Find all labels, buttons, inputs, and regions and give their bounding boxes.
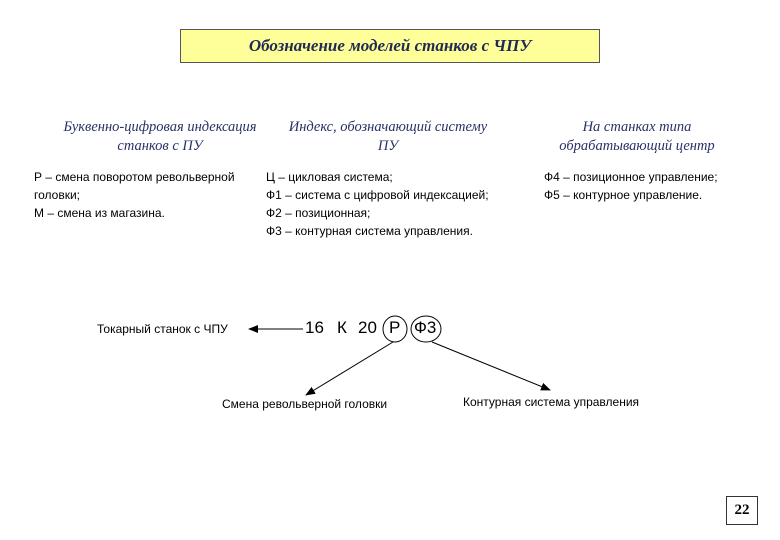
column-2-line: Ц – цикловая система;	[266, 170, 393, 184]
page-number: 22	[726, 496, 758, 525]
code-part-turret: Р	[389, 318, 401, 337]
column-2-line: Ф1 – система с цифровой индексацией;	[266, 188, 489, 202]
slide-title: Обозначение моделей станков с ЧПУ	[180, 29, 600, 63]
column-2-line: Ф3 – контурная система управления.	[266, 224, 473, 238]
column-3-line: Ф4 – позиционное управление;	[544, 170, 718, 184]
column-1-heading-line-1: Буквенно-цифровая индексация	[63, 119, 257, 135]
column-1-heading-line-2: станков с ПУ	[117, 138, 203, 154]
code-part-size: 20	[358, 318, 377, 337]
code-part-type: К	[337, 318, 347, 337]
column-2-heading-line-1: Индекс, обозначающий систему	[288, 119, 488, 135]
column-3-heading-line-2: обрабатывающий центр	[559, 138, 715, 154]
column-3-heading-line-1: На станках типа	[582, 119, 692, 135]
column-2-heading-line-2: ПУ	[377, 138, 399, 154]
label-lathe: Токарный станок с ЧПУ	[97, 322, 228, 336]
column-2-line: Ф2 – позиционная;	[266, 206, 371, 220]
column-1-line: Р – смена поворотом револьверной	[34, 170, 235, 184]
column-1-line: головки;	[34, 188, 80, 202]
column-3-line: Ф5 – контурное управление.	[544, 188, 703, 202]
code-part-series: 16	[305, 318, 324, 337]
arrow-to-turret-label	[306, 342, 393, 395]
label-turret: Смена револьверной головки	[222, 397, 388, 411]
label-contour: Контурная система управления	[463, 395, 640, 409]
column-1-line: М – смена из магазина.	[34, 206, 165, 220]
arrow-to-contour-label	[432, 342, 550, 390]
code-part-control: Ф3	[414, 318, 437, 337]
